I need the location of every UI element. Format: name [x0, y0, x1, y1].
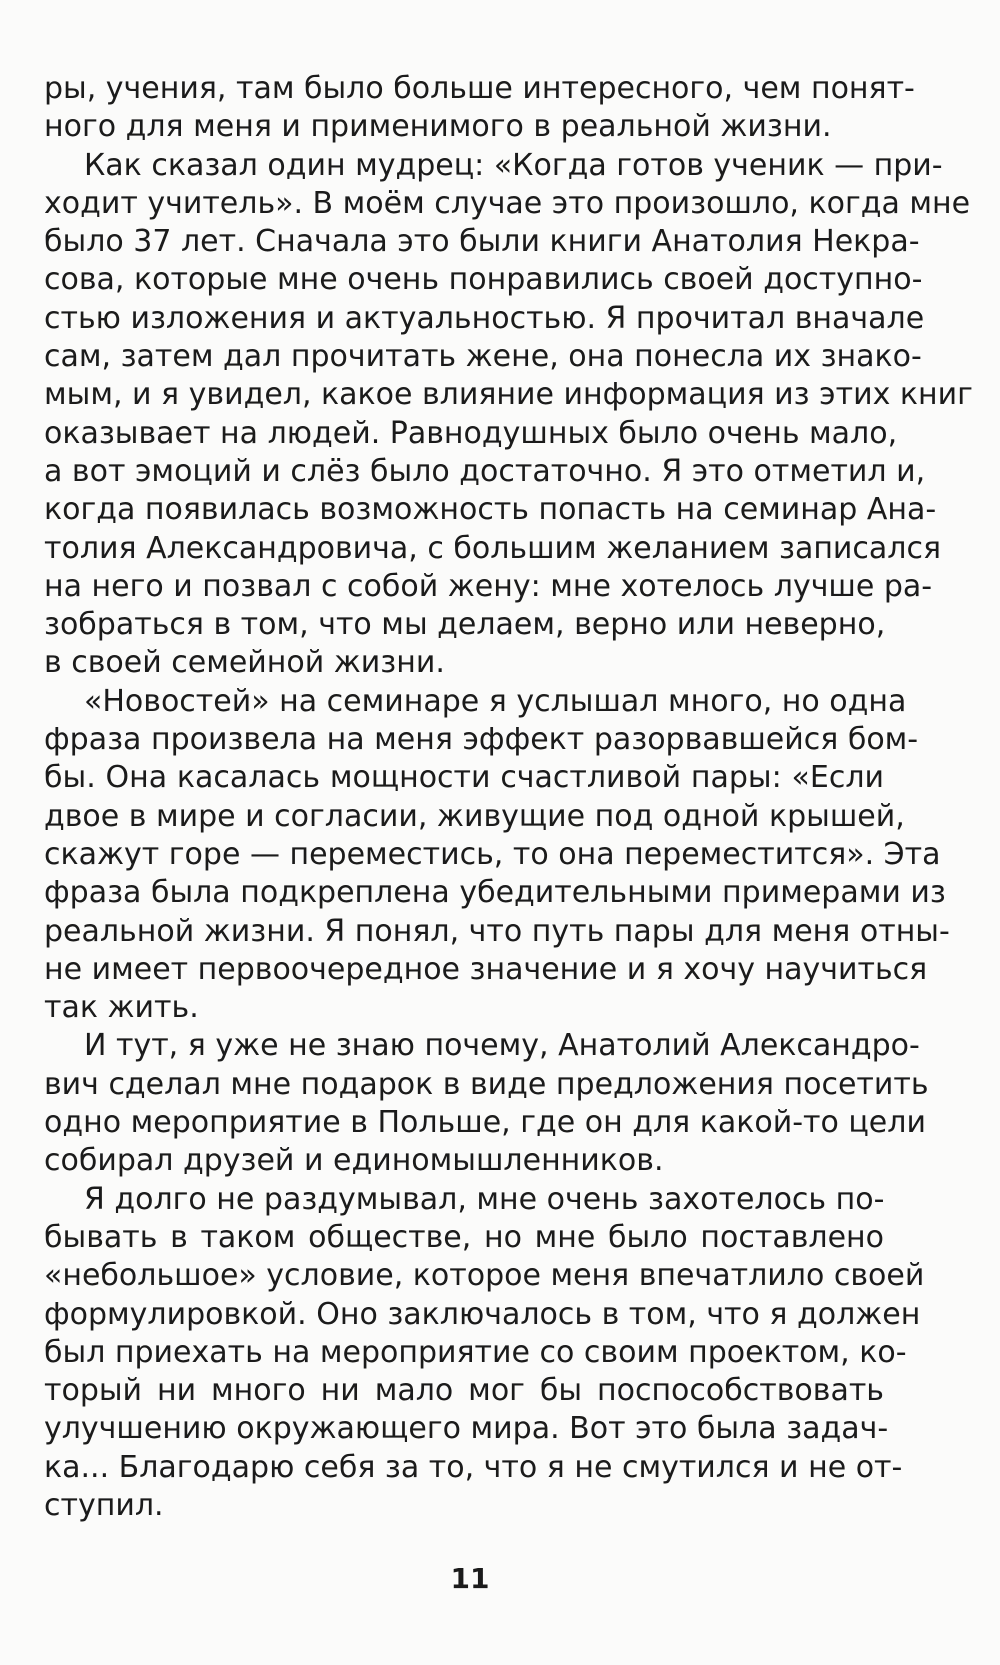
text-line: улучшению окружающего мира. Вот это была задач- — [44, 1411, 889, 1447]
text-line: ка... Благодарю себя за то, что я не смутился и не от- — [44, 1449, 903, 1485]
text-line: торый ни много ни мало мог бы поспособствовать — [44, 1373, 884, 1409]
text-line: одно мероприятие в Польше, где он для какой-то цели — [44, 1105, 926, 1141]
text-line: бы. Она касалась мощности счастливой пары: «Если — [44, 760, 884, 796]
text-line: Я долго не раздумывал, мне очень захотелось по- — [84, 1181, 885, 1217]
text-line: стью изложения и актуальностью. Я прочитал вначале — [44, 300, 925, 336]
body-text — [44, 70, 973, 1525]
text-line: «Новостей» на семинаре я услышал много, но одна — [84, 683, 907, 719]
paragraph — [44, 70, 915, 147]
text-line: было 37 лет. Сначала это были книги Анатолия Некра- — [44, 224, 920, 260]
text-line: зобраться в том, что мы делаем, верно или неверно, — [44, 607, 886, 643]
text-line: мым, и я увидел, какое влияние информация из этих книг — [44, 377, 973, 413]
text-line: «небольшое» условие, которое меня впечатлило своей — [44, 1258, 925, 1294]
text-line: в своей семейной жизни. — [44, 645, 445, 681]
text-line: формулировкой. Оно заключалось в том, что я должен — [44, 1296, 921, 1332]
paragraph — [44, 1181, 925, 1526]
text-line: скажут горе — переместись, то она переместится». Эта — [44, 836, 941, 872]
text-line: сова, которые мне очень понравились своей доступно- — [44, 262, 923, 298]
text-line: ры, учения, там было больше интересного, чем понят- — [44, 71, 915, 106]
text-line: не имеет первоочередное значение и я хочу научиться — [44, 951, 928, 987]
text-line: реальной жизни. Я понял, что путь пары для меня отны- — [44, 913, 950, 949]
text-line: вич сделал мне подарок в виде предложения посетить — [44, 1066, 929, 1102]
paragraph — [44, 1027, 929, 1180]
text-line: И тут, я уже не знаю почему, Анатолий Александро- — [84, 1028, 920, 1064]
text-line: фраза была подкреплена убедительными примерами из — [44, 875, 946, 911]
text-line: сам, затем дал прочитать жене, она понесла их знако- — [44, 339, 922, 375]
text-line: собирал друзей и единомышленников. — [44, 1143, 664, 1179]
text-line: оказывает на людей. Равнодушных было очень мало, — [44, 415, 898, 451]
text-line: на него и позвал с собой жену: мне хотелось лучше ра- — [44, 568, 933, 604]
text-line: Как сказал один мудрец: «Когда готов ученик — при- — [84, 147, 943, 183]
text-line: толия Александровича, с большим желанием записался — [44, 530, 942, 566]
text-line: бывать в таком обществе, но мне было поставлено — [44, 1219, 884, 1255]
paragraph — [44, 683, 950, 1028]
text-line: двое в мире и согласии, живущие под одной крышей, — [44, 798, 905, 834]
text-line: ходит учитель». В моём случае это произошло, когда мне — [44, 185, 971, 221]
text-line: а вот эмоций и слёз было достаточно. Я это отметил и, — [44, 453, 926, 489]
text-line: так жить. — [44, 990, 199, 1026]
text-line: фраза произвела на меня эффект разорвавшейся бом- — [44, 722, 919, 758]
text-line: ступил. — [44, 1487, 164, 1523]
page-number: 11 — [450, 1562, 490, 1595]
text-line: был приехать на мероприятие со своим проектом, ко- — [44, 1334, 907, 1370]
paragraph — [44, 147, 973, 683]
text-line: когда появилась возможность попасть на семинар Ана- — [44, 492, 937, 528]
text-line: ного для меня и применимого в реальной жизни. — [44, 109, 832, 145]
